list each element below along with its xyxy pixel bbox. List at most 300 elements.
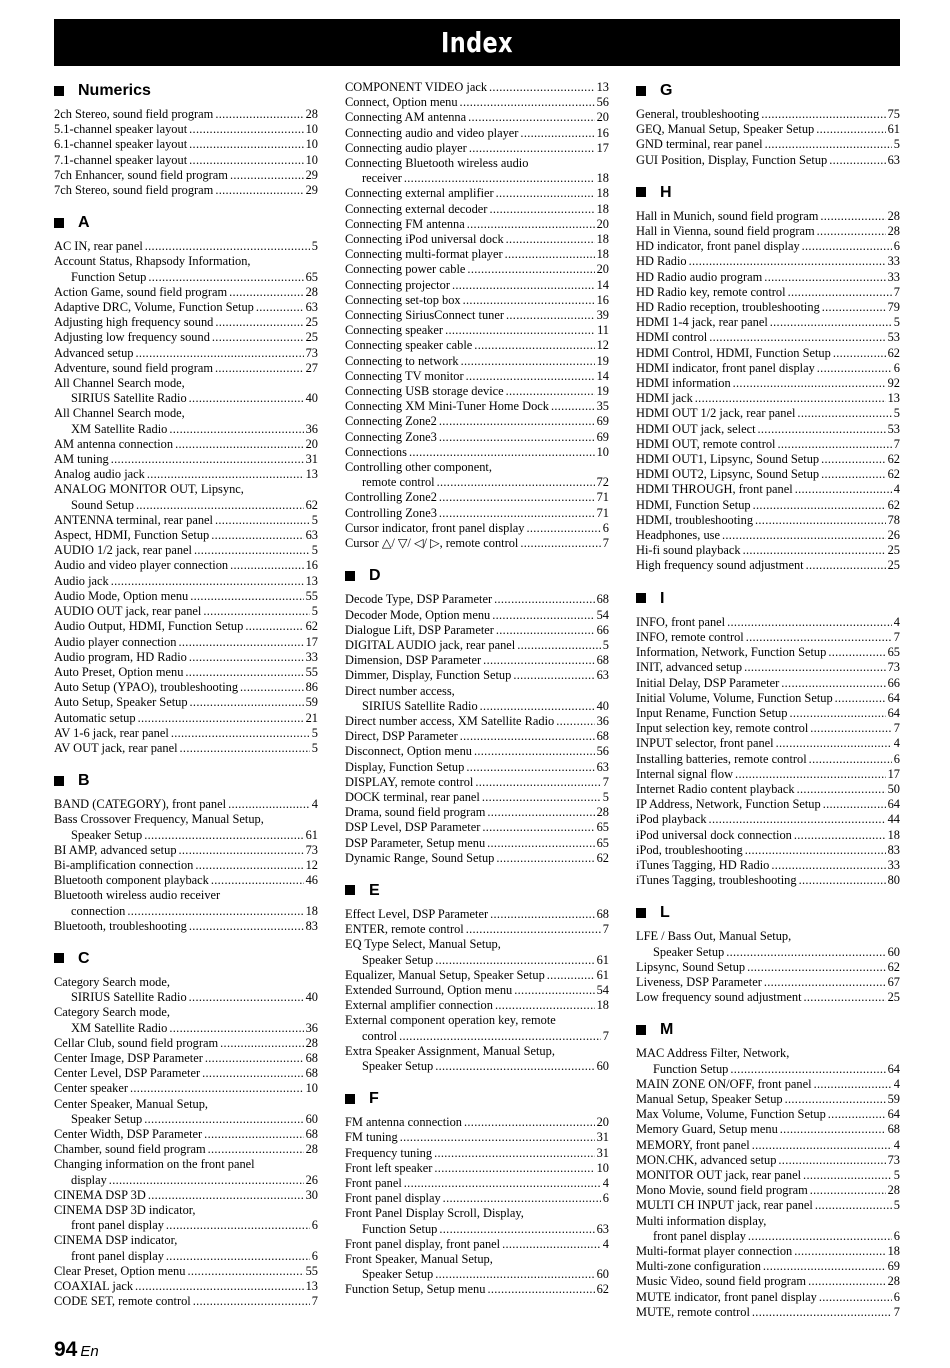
index-page-number: 28 bbox=[305, 1035, 318, 1050]
index-page-number: 7 bbox=[602, 774, 609, 789]
index-page-number: 11 bbox=[597, 323, 609, 338]
index-entry-text: Input Rename, Function Setup bbox=[636, 705, 788, 720]
dot-leader bbox=[816, 122, 885, 137]
index-entry bbox=[345, 217, 609, 232]
index-entry-line: LFE / Bass Out, Manual Setup, bbox=[636, 929, 792, 944]
index-entry bbox=[54, 346, 318, 361]
dot-leader bbox=[109, 1173, 304, 1188]
dot-leader bbox=[189, 153, 303, 168]
index-entry-line: CINEMA DSP indicator, bbox=[54, 1233, 178, 1248]
index-page-number: 68 bbox=[596, 653, 609, 668]
index-page-number: 69 bbox=[596, 429, 609, 444]
index-page-number: 68 bbox=[596, 729, 609, 744]
index-page-number: 5 bbox=[893, 1198, 900, 1213]
index-entry bbox=[636, 528, 900, 543]
dot-leader bbox=[797, 782, 886, 797]
index-entry-text: HDMI jack bbox=[636, 391, 693, 406]
dot-leader bbox=[111, 574, 304, 589]
index-entry bbox=[54, 604, 318, 619]
index-page-number: 16 bbox=[305, 558, 318, 573]
dot-leader bbox=[482, 790, 601, 805]
index-page-number: 20 bbox=[596, 262, 609, 277]
index-entry bbox=[345, 608, 609, 623]
index-entry-text: INIT, advanced setup bbox=[636, 660, 743, 675]
index-entry bbox=[636, 209, 900, 224]
index-entry-text: iTunes Tagging, HD Radio bbox=[636, 857, 770, 872]
dot-leader bbox=[727, 615, 892, 630]
index-entry-text: Speaker Setup bbox=[71, 827, 143, 842]
dot-leader bbox=[439, 414, 595, 429]
index-entry-text: HDMI, Function Setup bbox=[636, 497, 751, 512]
dot-leader bbox=[190, 695, 304, 710]
dot-leader bbox=[463, 293, 595, 308]
section-heading-text: B bbox=[78, 772, 90, 790]
dot-leader bbox=[240, 680, 304, 695]
index-page-number: 33 bbox=[887, 254, 900, 269]
index-entry-text: Analog audio jack bbox=[54, 467, 145, 482]
index-entry-text: Hall in Munich, sound field program bbox=[636, 208, 819, 223]
index-entry bbox=[54, 858, 318, 873]
index-entry-text: Action Game, sound field program bbox=[54, 284, 228, 299]
index-entry-text: Internet Radio content playback bbox=[636, 781, 795, 796]
dot-leader bbox=[215, 315, 303, 330]
dot-leader bbox=[755, 513, 886, 528]
dot-leader bbox=[437, 475, 595, 490]
dot-leader bbox=[747, 960, 886, 975]
index-entry-text: Connecting audio player bbox=[345, 140, 467, 155]
dot-leader bbox=[145, 239, 310, 254]
index-entry-text: Audio jack bbox=[54, 573, 109, 588]
dot-leader bbox=[785, 1092, 886, 1107]
dot-leader bbox=[514, 983, 594, 998]
index-page-number: 63 bbox=[305, 528, 318, 543]
index-page-number: 5 bbox=[311, 604, 318, 619]
index-entry bbox=[636, 645, 900, 660]
index-page-number: 5 bbox=[311, 725, 318, 740]
index-page-number: 79 bbox=[887, 300, 900, 315]
index-entry bbox=[636, 467, 900, 482]
index-entry bbox=[54, 975, 318, 1005]
dot-leader bbox=[185, 665, 303, 680]
index-entry bbox=[636, 660, 900, 675]
dot-leader bbox=[169, 422, 303, 437]
index-entry bbox=[54, 1188, 318, 1203]
index-entry-text: Connecting XM Mini-Tuner Home Dock bbox=[345, 399, 549, 414]
index-page-number: 80 bbox=[887, 873, 900, 888]
index-entry bbox=[345, 820, 609, 835]
index-page-number: 5 bbox=[311, 239, 318, 254]
index-entry-text: HD indicator, front panel display bbox=[636, 239, 800, 254]
index-entry-text: HD Radio audio program bbox=[636, 269, 763, 284]
index-entry-text: 5.1-channel speaker layout bbox=[54, 122, 188, 137]
index-entry-text: Connecting USB storage device bbox=[345, 384, 504, 399]
index-entry bbox=[345, 668, 609, 683]
dot-leader bbox=[823, 797, 886, 812]
index-entry-text: Extended Surround, Option menu bbox=[345, 982, 513, 997]
dot-leader bbox=[466, 369, 595, 384]
index-entry bbox=[345, 80, 609, 95]
index-entry-text: Aspect, HDMI, Function Setup bbox=[54, 528, 210, 543]
index-entry-text: Adjusting low frequency sound bbox=[54, 330, 210, 345]
index-page-number: 10 bbox=[305, 122, 318, 137]
index-entry-text: Effect Level, DSP Parameter bbox=[345, 906, 489, 921]
index-entry bbox=[636, 767, 900, 782]
index-entry bbox=[345, 790, 609, 805]
index-page-number: 71 bbox=[596, 505, 609, 520]
index-page-number: 25 bbox=[887, 990, 900, 1005]
square-bullet-icon bbox=[345, 885, 355, 895]
index-page-number: 33 bbox=[887, 269, 900, 284]
index-entry bbox=[345, 1252, 609, 1282]
dot-leader bbox=[202, 1066, 303, 1081]
index-page-number: 54 bbox=[596, 607, 609, 622]
dot-leader bbox=[205, 1051, 304, 1066]
index-page-number: 18 bbox=[887, 1244, 900, 1258]
dot-leader bbox=[443, 1191, 601, 1206]
index-entry-text: Connecting SiriusConnect tuner bbox=[345, 308, 504, 323]
index-entry-text: External amplifier connection bbox=[345, 998, 493, 1013]
index-entry bbox=[345, 460, 609, 490]
index-entry-text: Advanced setup bbox=[54, 345, 134, 360]
index-entry-text: remote control bbox=[362, 475, 435, 490]
index-entry bbox=[345, 744, 609, 759]
index-entry-text: HDMI OUT, remote control bbox=[636, 436, 776, 451]
index-entry-text: Speaker Setup bbox=[71, 1111, 143, 1126]
dot-leader bbox=[215, 107, 303, 122]
index-page-number: 13 bbox=[305, 467, 318, 482]
dot-leader bbox=[404, 1176, 601, 1191]
index-page-number: 68 bbox=[596, 592, 609, 607]
index-entry-text: BI AMP, advanced setup bbox=[54, 842, 177, 857]
index-page-number: 10 bbox=[596, 444, 609, 459]
index-entry-text: MUTE, remote control bbox=[636, 1304, 750, 1319]
index-entry bbox=[636, 406, 900, 421]
dot-leader bbox=[171, 726, 310, 741]
index-entry-text: Multi-format player connection bbox=[636, 1244, 793, 1258]
section-heading-text: H bbox=[660, 183, 672, 201]
index-entry-text: HDMI 1-4 jack, rear panel bbox=[636, 315, 768, 330]
index-entry-text: COAXIAL jack bbox=[54, 1279, 134, 1294]
index-entry bbox=[345, 1161, 609, 1176]
index-page-number: 68 bbox=[305, 1126, 318, 1141]
index-entry bbox=[345, 968, 609, 983]
index-entry bbox=[345, 490, 609, 505]
index-entry-text: front panel display bbox=[71, 1248, 164, 1263]
index-entry bbox=[636, 452, 900, 467]
index-section bbox=[636, 902, 900, 1005]
index-entry-text: Connecting multi-format player bbox=[345, 247, 503, 262]
index-entry-text: SIRIUS Satellite Radio bbox=[71, 391, 187, 406]
index-page-number: 13 bbox=[596, 80, 609, 94]
index-entry bbox=[636, 1153, 900, 1168]
dot-leader bbox=[467, 217, 595, 232]
index-entry bbox=[636, 843, 900, 858]
index-entry-text: MON.CHK, advanced setup bbox=[636, 1152, 777, 1167]
index-entry-text: Clear Preset, Option menu bbox=[54, 1263, 186, 1278]
index-entry bbox=[54, 589, 318, 604]
square-bullet-icon bbox=[54, 86, 64, 96]
index-entry-text: Speaker Setup bbox=[362, 1058, 434, 1073]
index-entry bbox=[636, 736, 900, 751]
dot-leader bbox=[822, 300, 886, 315]
dot-leader bbox=[483, 653, 594, 668]
index-page-number: 72 bbox=[596, 475, 609, 490]
section-heading-text: M bbox=[660, 1021, 674, 1039]
index-entry bbox=[636, 422, 900, 437]
index-entry-text: receiver bbox=[362, 171, 402, 186]
index-entry-text: Hi-fi sound playback bbox=[636, 543, 741, 558]
dot-leader bbox=[135, 346, 303, 361]
index-page-number: 64 bbox=[887, 1107, 900, 1122]
index-entry bbox=[636, 361, 900, 376]
index-entry-text: HDMI OUT 1/2 jack, rear panel bbox=[636, 406, 796, 421]
square-bullet-icon bbox=[54, 218, 64, 228]
index-entry-text: XM Satellite Radio bbox=[71, 1020, 168, 1035]
dot-leader bbox=[556, 714, 594, 729]
index-page-number: 83 bbox=[305, 918, 318, 933]
index-entry bbox=[345, 414, 609, 429]
index-page-number: 5 bbox=[311, 512, 318, 527]
index-entry-text: AUDIO OUT jack, rear panel bbox=[54, 604, 202, 619]
index-entry bbox=[54, 665, 318, 680]
dot-leader bbox=[187, 1264, 303, 1279]
dot-leader bbox=[474, 338, 594, 353]
index-entry bbox=[345, 262, 609, 277]
index-page-number: 14 bbox=[596, 368, 609, 383]
index-entry-text: HD Radio reception, troubleshooting bbox=[636, 300, 820, 315]
index-entry-text: Max Volume, Volume, Function Setup bbox=[636, 1107, 826, 1122]
index-entry bbox=[54, 888, 318, 918]
index-entry-text: Controlling Zone3 bbox=[345, 505, 437, 520]
index-page-number: 28 bbox=[887, 224, 900, 239]
index-entry-text: display bbox=[71, 1172, 107, 1187]
index-section bbox=[636, 1019, 900, 1320]
index-page-number: 16 bbox=[596, 292, 609, 307]
index-page-number: 31 bbox=[596, 1130, 609, 1145]
index-page-number: 21 bbox=[305, 710, 318, 725]
index-entry bbox=[54, 1097, 318, 1127]
index-entry-text: GUI Position, Display, Function Setup bbox=[636, 152, 828, 167]
index-entry-text: Frequency tuning bbox=[345, 1145, 433, 1160]
index-page-number: 55 bbox=[305, 664, 318, 679]
index-section bbox=[345, 1088, 609, 1297]
index-entry bbox=[54, 619, 318, 634]
dot-leader bbox=[795, 482, 892, 497]
dot-leader bbox=[496, 851, 594, 866]
index-page-number: 73 bbox=[887, 660, 900, 675]
index-entry bbox=[54, 315, 318, 330]
index-page-number: 62 bbox=[305, 619, 318, 634]
index-entry bbox=[345, 805, 609, 820]
index-entry-text: MULTI CH INPUT jack, rear panel bbox=[636, 1198, 813, 1213]
dot-leader bbox=[480, 699, 595, 714]
dot-leader bbox=[709, 330, 885, 345]
dot-leader bbox=[468, 110, 594, 125]
index-entry-line: MAC Address Filter, Network, bbox=[636, 1046, 790, 1061]
index-entry-text: Automatic setup bbox=[54, 710, 136, 725]
index-entry bbox=[636, 1168, 900, 1183]
index-page-number: 7 bbox=[893, 629, 900, 644]
index-entry-text: Manual Setup, Speaker Setup bbox=[636, 1091, 783, 1106]
dot-leader bbox=[460, 95, 595, 110]
section-heading-text: E bbox=[369, 881, 380, 899]
dot-leader bbox=[130, 1081, 304, 1096]
dot-leader bbox=[496, 623, 595, 638]
index-page-number: 64 bbox=[887, 797, 900, 812]
index-page-number: 6 bbox=[311, 1218, 318, 1233]
index-page-number: 29 bbox=[305, 183, 318, 198]
section-heading-text: I bbox=[660, 589, 665, 607]
index-entry bbox=[345, 1191, 609, 1206]
index-page-number: 46 bbox=[305, 873, 318, 888]
dot-leader bbox=[215, 513, 310, 528]
section-heading-text: L bbox=[660, 904, 670, 922]
index-entry bbox=[345, 1237, 609, 1252]
index-entry-text: Connecting to network bbox=[345, 353, 459, 368]
dot-leader bbox=[215, 183, 303, 198]
section-heading-text: G bbox=[660, 82, 673, 99]
dot-leader bbox=[435, 1059, 594, 1074]
index-page-number: 10 bbox=[596, 1160, 609, 1175]
index-page-number: 5 bbox=[311, 543, 318, 558]
index-entry bbox=[54, 168, 318, 183]
index-entry bbox=[54, 285, 318, 300]
index-entry bbox=[54, 300, 318, 315]
index-page-number: 66 bbox=[596, 622, 609, 637]
index-page-number: 19 bbox=[596, 384, 609, 399]
index-entry-text: SIRIUS Satellite Radio bbox=[71, 990, 187, 1005]
index-entry-text: HD Radio bbox=[636, 254, 687, 269]
dot-leader bbox=[817, 224, 886, 239]
dot-leader bbox=[466, 922, 601, 937]
dot-leader bbox=[467, 262, 594, 277]
index-entry-text: IP Address, Network, Function Setup bbox=[636, 797, 821, 812]
index-entry bbox=[54, 1036, 318, 1051]
index-page-number: 17 bbox=[596, 140, 609, 155]
index-entry bbox=[54, 574, 318, 589]
index-entry-text: Connecting audio and video player bbox=[345, 125, 519, 140]
index-page-number: 4 bbox=[311, 797, 318, 812]
index-page-number: 18 bbox=[596, 998, 609, 1013]
index-entry bbox=[345, 729, 609, 744]
index-page-number: 28 bbox=[305, 1142, 318, 1157]
index-entry bbox=[636, 1138, 900, 1153]
dot-leader bbox=[815, 1198, 892, 1213]
index-entry bbox=[636, 812, 900, 827]
dot-leader bbox=[487, 1282, 594, 1297]
dot-leader bbox=[404, 171, 595, 186]
index-page-number: 56 bbox=[596, 95, 609, 110]
index-entry-text: AV 1-6 jack, rear panel bbox=[54, 725, 169, 740]
dot-leader bbox=[735, 767, 886, 782]
dot-leader bbox=[482, 820, 594, 835]
index-page-number: 28 bbox=[887, 1274, 900, 1289]
index-page-number: 7 bbox=[893, 436, 900, 451]
index-entry-line: Bass Crossover Frequency, Manual Setup, bbox=[54, 812, 264, 827]
page-number: 94 bbox=[54, 1338, 78, 1361]
dot-leader bbox=[817, 361, 892, 376]
index-entry-text: HDMI OUT1, Lipsync, Sound Setup bbox=[636, 452, 820, 467]
dot-leader bbox=[809, 752, 892, 767]
dot-leader bbox=[820, 209, 885, 224]
index-page-number: 27 bbox=[305, 360, 318, 375]
index-page-number: 28 bbox=[305, 284, 318, 299]
index-page-number: 63 bbox=[596, 759, 609, 774]
index-section bbox=[636, 182, 900, 574]
index-entry-text: iTunes Tagging, troubleshooting bbox=[636, 873, 797, 888]
index-entry-text: COMPONENT VIDEO jack bbox=[345, 80, 488, 94]
index-entry bbox=[345, 536, 609, 551]
index-entry bbox=[636, 929, 900, 959]
index-entry bbox=[636, 376, 900, 391]
index-entry bbox=[345, 714, 609, 729]
index-entry-text: Dynamic Range, Sound Setup bbox=[345, 850, 495, 865]
dot-leader bbox=[505, 247, 595, 262]
index-entry bbox=[345, 95, 609, 110]
index-entry-line: EQ Type Select, Manual Setup, bbox=[345, 937, 501, 952]
index-page-number: 73 bbox=[887, 1152, 900, 1167]
dot-leader bbox=[135, 1279, 304, 1294]
index-entry bbox=[636, 1092, 900, 1107]
index-page-number: 4 bbox=[893, 1076, 900, 1091]
index-entry-text: Decode Type, DSP Parameter bbox=[345, 592, 493, 607]
index-entry-text: Mono Movie, sound field program bbox=[636, 1183, 808, 1198]
dot-leader bbox=[733, 376, 886, 391]
index-page-number: 65 bbox=[596, 835, 609, 850]
index-entry-text: Center Level, DSP Parameter bbox=[54, 1066, 201, 1081]
section-heading-text: F bbox=[369, 1090, 379, 1108]
dot-leader bbox=[147, 467, 304, 482]
section-heading bbox=[345, 565, 609, 586]
dot-leader bbox=[435, 953, 594, 968]
index-page-number: 83 bbox=[887, 842, 900, 857]
square-bullet-icon bbox=[636, 187, 646, 197]
dot-leader bbox=[193, 1294, 310, 1309]
index-entry-text: Adjusting high frequency sound bbox=[54, 315, 214, 330]
index-entry bbox=[636, 437, 900, 452]
dot-leader bbox=[506, 308, 595, 323]
index-page-number: 36 bbox=[305, 421, 318, 436]
index-page-number: 7 bbox=[893, 721, 900, 736]
index-page-number: 68 bbox=[305, 1050, 318, 1065]
dot-leader bbox=[764, 270, 885, 285]
section-heading-text: D bbox=[369, 567, 381, 585]
index-entry bbox=[54, 843, 318, 858]
dot-leader bbox=[175, 437, 304, 452]
index-entry bbox=[636, 107, 900, 122]
index-page-number: 62 bbox=[305, 497, 318, 512]
index-page-number: 5 bbox=[893, 1167, 900, 1182]
index-entry-line: Extra Speaker Assignment, Manual Setup, bbox=[345, 1043, 555, 1058]
index-page-number: 36 bbox=[305, 1020, 318, 1035]
index-entry bbox=[345, 141, 609, 156]
index-entry bbox=[636, 254, 900, 269]
index-entry bbox=[345, 399, 609, 414]
dot-leader bbox=[111, 452, 304, 467]
index-entry-text: front panel display bbox=[71, 1218, 164, 1233]
index-page-number: 62 bbox=[887, 497, 900, 512]
index-entry bbox=[54, 183, 318, 198]
index-entry-line: Center Speaker, Manual Setup, bbox=[54, 1096, 208, 1111]
dot-leader bbox=[513, 668, 594, 683]
index-page-number: 12 bbox=[305, 857, 318, 872]
dot-leader bbox=[439, 1222, 594, 1237]
index-page-number: 62 bbox=[596, 1282, 609, 1297]
dot-leader bbox=[148, 270, 303, 285]
dot-leader bbox=[794, 1244, 885, 1259]
dot-leader bbox=[517, 638, 601, 653]
index-entry bbox=[636, 691, 900, 706]
